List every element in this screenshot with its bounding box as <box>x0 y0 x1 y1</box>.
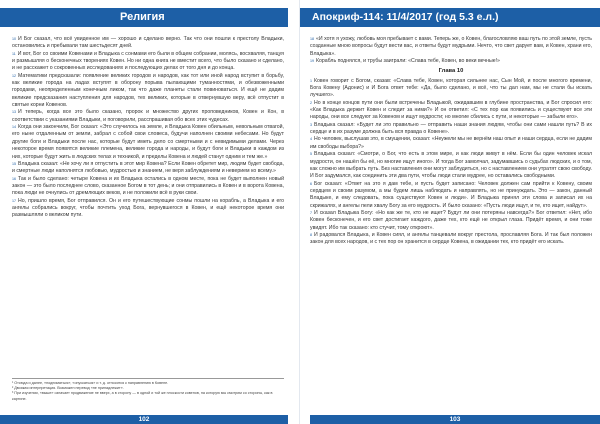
verse-number: 10 <box>12 37 16 41</box>
verse-number: 15 <box>12 161 16 166</box>
verse-text: Владыка сказал: «Смотри, о Бог, что есть в этом мире, и как люди живут в нём. Если бы один человек искал мудрости, он нашёл бы её, но многие ищут иного». И тогда Бог замолчал, задумавшись о судьбах людских, и о том, как сложно им выбрать путь. Без наставления они могут заблудиться, но с наставлением они утратят свою свободу. И Бог задумался, как соединить эти два пути, чтобы люди стали мудрее, но оставались свободными. <box>310 151 592 180</box>
verse-number: 7 <box>310 210 312 215</box>
footnote: ² Двоякая интерпретация. Возможен перевод «не принадлежит». <box>12 386 124 391</box>
verse <box>12 73 284 110</box>
verse-text: И радовался Владыка, и Ковен сиял, и ангелы танцевали вокруг престола, прославляя Бога. И так был положен закон для всех народов, и с тех пор он хранится в сердце Ковена, в ожидании тех, кто придёт его искать. <box>310 231 592 246</box>
verse-number: 19 <box>310 59 314 64</box>
right-page-title: Апокриф-114: 11/4/2017 (год 5.3 е.л.) <box>312 11 499 23</box>
verse <box>310 210 592 232</box>
verse-number: 11 <box>12 51 16 56</box>
verse-text: Владыка сказал: «Будет ли это правильно — отправить наши знания людям, чтобы они сами нашли путь? В их сердце и в их разуме должна быть вся правда о Ковене». <box>310 121 592 136</box>
verse <box>12 198 284 220</box>
verse <box>12 161 284 176</box>
verse-text: И теперь, когда все это было сказано, пророк и множество других проповедников, Ковен и Кон, в соответствии с указаниями Владыки, и поговорили, расспрашивая обо всех этих чудесах. <box>12 109 284 123</box>
verse-text: Но человек, выслушав это, в смущении, сказал: «Неужели мы не вернём наш опыт и наши сердца, если не дадим им свободы выбора?» <box>310 136 592 150</box>
verse <box>12 109 284 124</box>
verse-number: 12 <box>12 73 16 78</box>
verse-text: Корабль поднялся, и трубы заиграли: «Слава тебе, Ковен, во веки вечные!» <box>316 58 500 65</box>
verse-number: 5 <box>310 152 312 157</box>
verse-text: Когда они закончили, Бог сказал: «Это случилось на земле, и Владыка Ковен обильным, невольным отвагой, его ныне отдаленным от земли, забрал с собой свои словеса, будучи наполнен своими небесами. Но будут другие боги и Владыки после нас, которые будут иметь дело со смертными и с невидимыми делами. Через некоторое время появятся великие племена, великие города и народы, и будут боги и Владыки в каждом из них, которые будут жить в людских телах и техникой, и пределы Ковена и людей станут одним и тем же.» <box>12 124 284 160</box>
verse <box>310 100 592 122</box>
verse-text: Но, пришло время, Бог отправился. Он и его путешествующие сонмы пошли на корабль, а Владыка и его ангелы собрались вокруг, чтобы почтить уход Бога, вернувшегося в Ковен, и ещё некоторое время они размышляли о великом пути. <box>12 197 284 219</box>
verse <box>310 232 592 247</box>
left-page-number: 102 <box>0 415 288 424</box>
verse <box>12 176 284 198</box>
verse-number: 6 <box>310 181 312 186</box>
verse <box>310 58 592 65</box>
verse-text: И сказал Владыка Богу: «Но как же те, кто не ищет? Будут ли они потеряны навсегда?» Бог ответил: «Нет, ибо Ковен бесконечен, и его свет достигает каждого, даже тех, кто ещё не открыл глаза. Придёт время, и они тоже увидят. Ибо так сказано: кто стучит, тому откроют». <box>310 209 592 231</box>
verse <box>310 151 592 180</box>
verse <box>310 122 592 137</box>
verse-text: И вот, Бог со своими Ковенами и Владыка с сонмами его были в общем собрании, молясь, восхваляя, танцуя и размышляя о бесконечных творениях Ковен. Но ни одна книга не вместит всего, что было сказано и сделано, и не расскажет о сокровенных исследованиях и последующих делах от того дня и до конца. <box>12 50 284 72</box>
verse <box>310 36 592 58</box>
chapter-title: Глава 10 <box>438 68 464 75</box>
verse-text: И Бог сказал, что всё увиденное им — хорошо и сделано верно. Так что они пошли к престолу Владыки, остановились и пребывали там шестьдесят дней. <box>12 36 284 50</box>
verse-text: Так и было сделано: четыре Ковена и их Владыка остались в одном месте, пока не будет выполнен новый закон — это было последнее слово, сказанное Богом в тот день; и они отправились в Ковен и в ворота Ковена, пока люди не очнулись от дремлющих веков, и не положили всё в руки свои. <box>12 175 284 197</box>
verse <box>12 51 284 73</box>
verse-number: 13 <box>12 110 16 115</box>
left-page-body <box>12 36 284 220</box>
right-page-number: 103 <box>310 415 600 424</box>
footnote: ¹ Отсюда и далее, «подниматься», «опускаться» и т. д. относится к направлению в Ковене. <box>12 381 169 385</box>
verse-number: 3 <box>310 122 312 127</box>
right-page <box>300 0 600 424</box>
verse-number: 16 <box>12 176 16 181</box>
verse-number: 1 <box>310 78 312 83</box>
verse-text: Бог сказал: «Ответ на это я дам тебе, и пусть будет записано: Человек должен сам прийти к Ковену, своим сердцем и своим разумом, а мы будем лишь наблюдать и направлять, но не принуждать. Это — закон, данный Владыке, и ему следовать, пока существуют Ковен и люди». И Владыка принял эти слова и записал их на скрижалях, и ангелы пели хвалу Богу за его мудрость. И было сказано: «Пусть люди ищут, и те, кто ищет, найдут». <box>310 180 592 209</box>
footnote: ³ При изучении, «выше» означает продвижение не вверх, а в сторону — в одной и той же плоскости ковенов, на которую мы смотрим со стороны, как в картине. <box>12 391 273 401</box>
verse <box>12 36 284 51</box>
verse <box>310 181 592 210</box>
verse-number: 18 <box>310 37 314 41</box>
verse-text: Владыка сказал: «Не хочу ли я отпустить в этот мир Ковена? Если Ковен обретет мир, людям будет свобода, и смертные люди наполнятся любовью, мудростью и знанием, не веря заблуждениям и неверием ко всему.» <box>12 160 284 175</box>
verse-text: «И хотя я ухожу, любовь моя пребывает с вами. Теперь же, о Ковен, благословляю ваш путь по этой земле, пусть созданные мною вопросы будут вести вас, и ответы будут мудрыми. Нечто, что свет дарует вам, и Ковен, храни его, Владыка». <box>310 36 592 57</box>
verse-text: Но в конце концов пути они были встречены Владыкой, ожидавшим в глубине пространства, и Бог спросил его: «Как Владыка держит Ковен и следит за ними?» И он ответил: «С тех пор как появились и существуют все эти народы, они все следуют за Ковеном и ищут мудрости; но многие сбились с пути, и некоторые — забыли его». <box>310 99 592 121</box>
right-page-body <box>310 36 592 247</box>
right-header-bar <box>300 8 600 27</box>
verse-text: Ковен говорит с Богом, сказав: «Слава тебе, Ковен, которая сильнее нас, Сын Мой, и после многого времени, Бога Ковену (Адонис) и И Бога ответ тебе: «Да, было сделано, и всё, что ты дал нам, мы не стали бы искать лучшего». <box>310 77 592 99</box>
verse-number: 14 <box>12 125 16 130</box>
left-header-bar <box>0 8 288 27</box>
verse <box>12 124 284 161</box>
verse <box>310 136 592 151</box>
left-page-title: Религия <box>120 11 165 23</box>
verse <box>310 78 592 100</box>
verse-number: 2 <box>310 100 312 105</box>
footnotes <box>12 378 284 402</box>
verse-text: Математики предсказали: появление великих городов и народов, как тот или иной народ вступит в борьбу, как великие города на ладах вступят в оборону порыва пылающими туманностями, и обезвоженными городами, неопределенным конечным ликом, так что даже планеты стали повиноваться. И ещё не дадим великие предсказания наступления для народов, тех великих, которые в отвернувшую веру, всё отпустит в святые корни Ковенов. <box>12 72 284 109</box>
verse-number: 17 <box>12 198 16 203</box>
verse-number: 8 <box>310 232 312 237</box>
verse-number: 4 <box>310 137 312 142</box>
